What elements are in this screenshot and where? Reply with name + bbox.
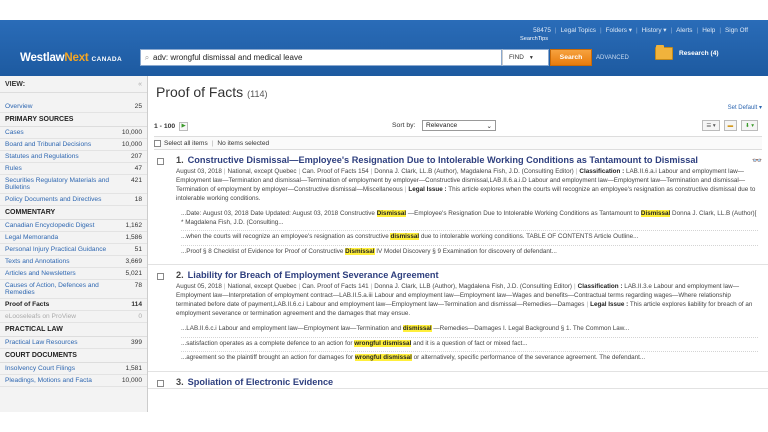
save-to-folder-button[interactable] <box>724 120 738 131</box>
top-header <box>0 20 768 76</box>
sidebar-item-rules[interactable]: Rules 47 <box>0 163 147 175</box>
sidebar-item-articles[interactable]: Articles and Newsletters 5,021 <box>0 268 147 280</box>
result-count: (114) <box>247 89 268 99</box>
section-heading: COMMENTARY <box>0 206 147 220</box>
sidebar-item-personal-injury[interactable]: Personal Injury Practical Guidance 51 <box>0 244 147 256</box>
search-icon: ⌕ <box>144 52 150 62</box>
sidebar-item-legal-memoranda[interactable]: Legal Memoranda 1,586 <box>0 232 147 244</box>
result-metadata: August 03, 2018 | National, except Quebec | Can. Proof of Facts 154 | Donna J. Clark, LL.B (Author), Magdalena Fish, J.D. (Consulting Editor) | Classification : LAB.II.6.a.i Labour and employment law—Employment law—Termination and dismissal—Termination of employment by employer—Constructive dismissal,LAB.II.6.a.i.D Labour and employment law—Employment law—Termination and dismissal—Termination of employment by employer—Constructive dismissal—Miscellaneous | Legal Issue : This article explores when the courts will recognize an employee's resignation as constructive dismissal due to intolerable working conditions. <box>176 168 756 202</box>
sidebar-item-proof-of-facts[interactable]: Proof of Facts 114 <box>0 299 147 311</box>
result-snippets <box>176 323 758 366</box>
app-window <box>0 20 768 412</box>
westlaw-logo[interactable]: WestlawNext CANADA <box>20 52 123 64</box>
set-default-link[interactable]: Set Default ▾ <box>727 105 762 111</box>
result-item <box>148 154 768 265</box>
view-header: VIEW: « <box>0 76 147 93</box>
result-checkbox[interactable] <box>157 380 164 387</box>
sidebar-item-securities[interactable]: Securities Regulatory Materials and Bulletins 421 <box>0 175 147 194</box>
download-button[interactable] <box>741 120 758 131</box>
sidebar-item-causes-of-action[interactable]: Causes of Action, Defences and Remedies 78 <box>0 280 147 299</box>
result-title-link[interactable]: 1. Constructive Dismissal—Employee's Resignation Due to Intolerable Working Conditions as Tantamount to Dismissal <box>176 155 698 165</box>
chevron-down-icon: ⌄ <box>486 122 492 130</box>
advanced-search-link[interactable]: ADVANCED <box>596 55 629 61</box>
result-range: 1 - 100 <box>154 122 176 130</box>
section-heading: PRIMARY SOURCES <box>0 113 147 127</box>
search-tips-link[interactable]: SearchTips <box>520 36 549 42</box>
sidebar-item-pleadings[interactable]: Pleadings, Motions and Facta 10,000 <box>0 375 147 387</box>
section-heading: COURT DOCUMENTS <box>0 349 147 363</box>
history-menu[interactable]: History ▾ <box>641 27 667 34</box>
sidebar-item-eloose-leafs: eLooseleafs on ProView 0 <box>0 311 147 323</box>
sidebar-item-insolvency-filings[interactable]: Insolvency Court Filings 1,581 <box>0 363 147 375</box>
sort-label: Sort by: <box>392 122 416 129</box>
sign-off-link[interactable]: Sign Off <box>725 26 748 34</box>
snippet[interactable]: ...Date: August 03, 2018 Date Updated: August 03, 2018 Constructive Dismissal —Employee's Resignation Due to Intolerable Working Conditions as Tantamount to Dismissal Donna J. Clark, LL.B (Author)[ * Magdalena Fish, J.D. (Consulting... <box>181 210 757 226</box>
search-box[interactable] <box>140 49 502 66</box>
list-icon: ☰ ▾ <box>706 122 716 129</box>
result-metadata: August 05, 2018 | National, except Quebec | Can. Proof of Facts 141 | Donna J. Clark, LLB (Author), Magdalena Fish, J.D. (Consulting Editor) | Classification : LAB.II.3.e Labour and employment law—Employment law—Interpretation of employment contract—LAB.II.5.a.iii Labour and employment law—Employment law—Wages and benefits—Contractual terms regarding wages—Where relationship terminated before date of payment,LAB.II.6.c.i Labour and employment law—Employment law—Termination and dismissal—Remedies—Damages | Legal Issue : This article explores liability for breach of an employment severance or termination agreement and the damages that may ensue. <box>176 283 753 317</box>
result-item <box>148 376 768 389</box>
result-checkbox[interactable] <box>157 158 164 165</box>
chevron-down-icon: ▼ <box>528 54 534 61</box>
download-icon: ⬇ ▾ <box>745 122 754 129</box>
result-item <box>148 269 768 372</box>
preview-icon[interactable]: 👓 <box>752 156 762 165</box>
search-button[interactable]: Search <box>550 49 592 66</box>
sidebar-item-cases[interactable]: Cases 10,000 <box>0 127 147 139</box>
sort-dropdown[interactable]: Relevance ⌄ <box>422 120 496 131</box>
research-folder-button[interactable]: Research (4) <box>655 47 719 60</box>
research-counter: 58475 <box>533 26 551 34</box>
help-link[interactable]: Help <box>702 26 716 34</box>
folders-menu[interactable]: Folders ▾ <box>605 27 632 34</box>
collapse-sidebar-icon[interactable]: « <box>138 80 142 88</box>
sidebar-item-board-decisions[interactable]: Board and Tribunal Decisions 10,000 <box>0 139 147 151</box>
snippet[interactable]: ...satisfaction operates as a complete defence to an action for wrongful dismissal and it is a question of fact or mixed fact... <box>181 337 758 352</box>
select-all-checkbox[interactable] <box>154 140 161 147</box>
sidebar <box>0 76 148 412</box>
selection-status: No items selected <box>217 139 270 147</box>
folder-icon: ▬ <box>727 122 734 129</box>
result-title-link[interactable]: 2. Liability for Breach of Employment Severance Agreement <box>176 270 439 280</box>
search-input[interactable]: adv: wrongful dismissal and medical leave <box>153 53 303 62</box>
toolbar-icons <box>702 120 758 131</box>
section-heading: PRACTICAL LAW <box>0 323 147 337</box>
next-page-button[interactable] <box>179 122 188 131</box>
snippet[interactable]: ...LAB.II.6.c.i Labour and employment law—Employment law—Termination and dismissal —Remedies—Damages I. Legal Background § 1. The Common Law... <box>181 325 630 332</box>
play-icon: ▶ <box>181 123 186 129</box>
snippet[interactable]: ...when the courts will recognize an employee's resignation as constructive dismissal due to intolerable working conditions. TABLE OF CONTENTS Article Outline... <box>181 230 758 245</box>
sidebar-item-overview[interactable]: Overview 25 <box>0 101 147 113</box>
find-dropdown[interactable]: FIND ▼ <box>502 49 549 66</box>
top-links: 58475 | Legal Topics | Folders ▾ | History ▾ | Alerts | Help | Sign Off <box>533 26 748 34</box>
page-title: Proof of Facts (114) <box>156 84 268 100</box>
result-checkbox[interactable] <box>157 273 164 280</box>
results-list <box>148 154 768 393</box>
result-title-link[interactable]: 3. Spoliation of Electronic Evidence <box>176 376 334 387</box>
sidebar-item-encyclopedic-digest[interactable]: Canadian Encyclopedic Digest 1,162 <box>0 220 147 232</box>
folder-icon <box>655 47 673 60</box>
results-panel <box>148 76 768 412</box>
legal-topics-link[interactable]: Legal Topics <box>560 26 596 34</box>
selection-bar: Select all items | No items selected <box>154 136 762 150</box>
list-view-button[interactable] <box>702 120 719 131</box>
select-all-label[interactable]: Select all items <box>164 139 208 147</box>
sidebar-item-statutes[interactable]: Statutes and Regulations 207 <box>0 151 147 163</box>
sidebar-item-practical-law[interactable]: Practical Law Resources 399 <box>0 337 147 349</box>
snippet[interactable]: ...agreement so the plaintiff brought an action for damages for wrongful dismissal or alternatively, specific performance of the severance agreement. The defendant... <box>181 351 758 366</box>
sidebar-item-policy-documents[interactable]: Policy Documents and Directives 18 <box>0 194 147 206</box>
sidebar-item-texts[interactable]: Texts and Annotations 3,669 <box>0 256 147 268</box>
alerts-link[interactable]: Alerts <box>676 26 693 34</box>
snippet[interactable]: ...Proof § 8 Checklist of Evidence for Proof of Constructive Dismissal IV Model Discovery § 9 Examination for discovery of defendant... <box>181 245 758 260</box>
pagination-bar <box>154 118 762 134</box>
result-snippets <box>176 208 758 259</box>
